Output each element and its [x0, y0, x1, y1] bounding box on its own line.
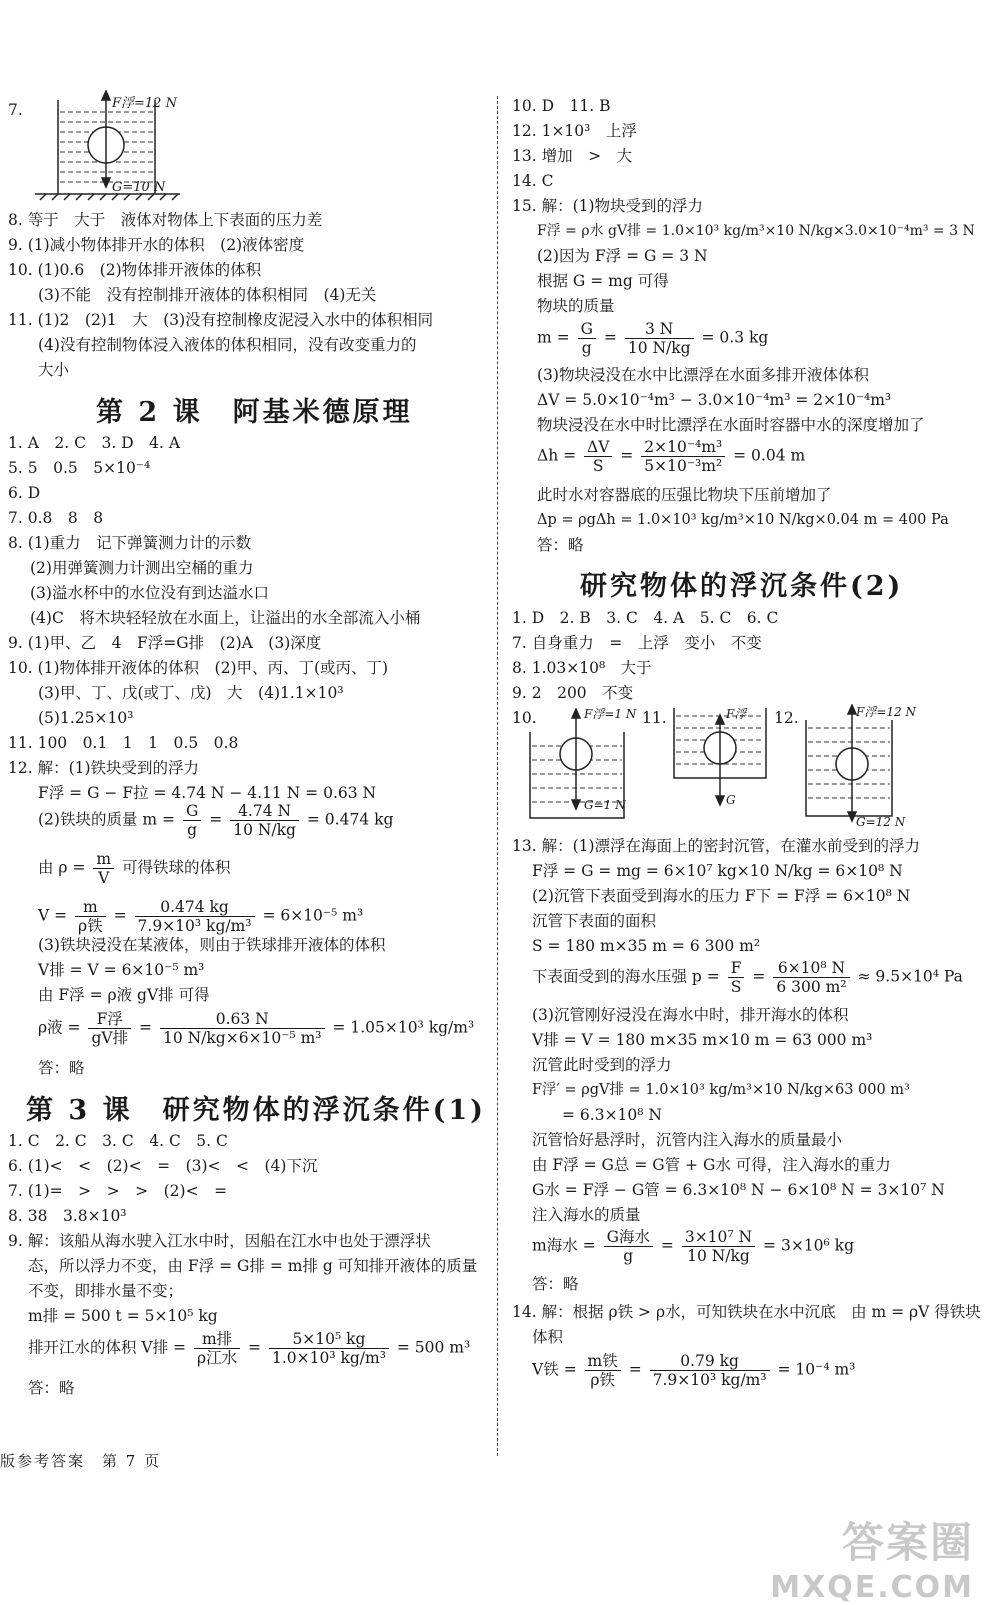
- answer-q11-line3: 大小: [38, 361, 70, 379]
- l3-answer-8: 8. 38 3.8×10³: [8, 1207, 127, 1225]
- l3-answer-7: 7. (1)= > > > (2)< =: [8, 1182, 228, 1200]
- answer-q8: 8. 等于 大于 液体对物体上下表面的压力差: [8, 211, 323, 229]
- r-answer-15-line4: 根据 G = mg 可得: [537, 272, 669, 290]
- fraction: $\frac{m}{V}$: [93, 850, 114, 887]
- s-answer-13-end: 答：略: [532, 1275, 579, 1293]
- watermark: [770, 1510, 974, 1605]
- answer-q10-line1: 10. (1)0.6 (2)物体排开液体的体积: [8, 261, 262, 279]
- s-answer-13-line5: S = 180 m×35 m = 6 300 m²: [532, 937, 761, 955]
- r-answer-15-line2: F浮 = ρ水 gV排 = 1.0×10³ kg/m³×10 N/kg×3.0×10⁻⁴m³ = 3 N: [537, 223, 975, 239]
- fraction: $\frac{G}{g}$: [578, 320, 596, 357]
- fraction: $\frac{G}{g}$: [183, 802, 201, 839]
- r-answer-15-line12: Δp = ρgΔh = 1.0×10³ kg/m³×10 N/kg×0.04 m = 400 Pa: [537, 512, 949, 528]
- r-answer-15-mass: m = $\frac{G}{g}$ = $\frac{3 N}{10 N/kg}$ = 0.3 kg: [537, 320, 769, 357]
- l3-answer-9-line1: 9. 解：该船从海水驶入江水中时，因船在江水中也处于漂浮状: [8, 1232, 431, 1250]
- s-answer-14-line1: 14. 解：根据 ρ铁 > ρ水，可知铁块在水中沉底 由 m = ρV 得铁块: [512, 1303, 981, 1321]
- r-answer-15-line8: ΔV = 5.0×10⁻⁴m³ − 3.0×10⁻⁴m³ = 2×10⁻⁴m³: [537, 391, 892, 409]
- fraction: $\frac{\text{G海水}}{g}$: [604, 1228, 653, 1265]
- s-diagram-10-gravity: G=1 N: [584, 798, 626, 812]
- r-answer-10-11: 10. D 11. B: [512, 97, 611, 115]
- r-answer-12: 12. 1×10³ 上浮: [512, 122, 637, 140]
- l3-answer-9-line2: 态，所以浮力不变，由 F浮 = G排 = m排 g 可知排开液体的质量: [28, 1257, 478, 1275]
- fraction: $\frac{\text{3×10⁷ N}}{10 N/kg}$: [682, 1228, 755, 1265]
- s-answer-13-seawater-mass: m海水 = $\frac{\text{G海水}}{g}$ = $\frac{\text{3×10⁷ N}}{10 N/kg}$ = 3×10⁶ kg: [532, 1228, 854, 1265]
- fraction: $\frac{\text{6×10⁸ N}}{\text{6 300 m²}}$: [773, 959, 849, 996]
- q7-number: 7.: [8, 101, 23, 119]
- s-answer-14-volume: V铁 = $\frac{\text{m铁}}{\text{ρ铁}}$ = $\frac{0.79 kg}{\text{7.9×10³ kg/m³}}$ = 10⁻⁴ m³: [532, 1352, 856, 1389]
- s-answer-13-line4: 沉管下表面的面积: [532, 912, 657, 930]
- fraction: $\frac{m}{\text{ρ铁}}$: [75, 898, 106, 935]
- column-divider: [497, 96, 498, 1456]
- l2-answer-7: 7. 0.8 8 8: [8, 509, 104, 527]
- l2-answer-1-4: 1. A 2. C 3. D 4. A: [8, 434, 181, 452]
- s-diagram-10-number: 10.: [512, 709, 537, 727]
- r-answer-15-line9: 物块浸没在水中时比漂浮在水面时容器中水的深度增加了: [537, 416, 925, 434]
- r-answer-15-line5: 物块的质量: [537, 297, 615, 315]
- l3-answer-9-line4: m排 = 500 t = 5×10⁵ kg: [28, 1307, 218, 1325]
- s-answer-13-line2: F浮 = G = mg = 6×10⁷ kg×10 N/kg = 6×10⁸ N: [532, 862, 903, 880]
- answer-q11-line1: 11. (1)2 (2)1 大 (3)没有控制橡皮泥浸入水中的体积相同: [8, 311, 434, 329]
- l2-answer-12-line6: (3)铁块浸没在某液体，则由于铁球排开液体的体积: [38, 936, 386, 954]
- l2-answer-12-line8: 由 F浮 = ρ液 gV排 可得: [38, 986, 210, 1004]
- l2-answer-6: 6. D: [8, 484, 41, 502]
- fraction: $\frac{\text{m排}}{\text{ρ江水}}$: [194, 1330, 240, 1367]
- s-diagram-11: [670, 704, 770, 814]
- s-answer-1-6: 1. D 2. B 3. C 4. A 5. C 6. C: [512, 609, 779, 627]
- s-answer-7: 7. 自身重力 = 上浮 变小 不变: [512, 634, 762, 652]
- l2-answer-12-volume: V = $\frac{m}{\text{ρ铁}}$ = $\frac{0.474 kg}{\text{7.9×10³ kg/m³}}$ = 6×10⁻⁵ m³: [38, 898, 364, 935]
- s-diagram-12-buoyancy: F浮=12 N: [856, 705, 916, 719]
- r-answer-13: 13. 增加 > 大: [512, 147, 633, 165]
- fraction: $\frac{\text{m铁}}{\text{ρ铁}}$: [585, 1352, 621, 1389]
- l2-answer-12-line7: V排 = V = 6×10⁻⁵ m³: [38, 961, 205, 979]
- fraction: $\frac{0.79 kg}{\text{7.9×10³ kg/m³}}$: [650, 1352, 770, 1389]
- l2-answer-12-line2: F浮 = G − F拉 = 4.74 N − 4.11 N = 0.63 N: [38, 784, 377, 802]
- l2-answer-12-liquid-density: ρ液 = $\frac{\text{F浮}}{\text{gV排}}$ = $\frac{0.63 N}{\text{10 N/kg×6×10⁻⁵ m³}}$ = 1.05×10³ kg/m³: [38, 1010, 475, 1047]
- r-answer-15-end: 答：略: [537, 536, 584, 554]
- r-answer-15-line11: 此时水对容器底的压强比物块下压前增加了: [537, 486, 832, 504]
- l3-answer-9-end: 答：略: [28, 1379, 75, 1397]
- r-answer-15-depth: Δh = $\frac{\Delta V}{S}$ = $\frac{\text{2×10⁻⁴m³}}{\text{5×10⁻³m²}}$ = 0.04 m: [537, 438, 806, 475]
- fraction: $\frac{4.74 N}{10 N/kg}$: [230, 802, 299, 839]
- l3-answer-9-volume: 排开江水的体积 V排 = $\frac{\text{m排}}{\text{ρ江水}}$ = $\frac{\text{5×10⁵ kg}}{\text{1.0×10³ kg/m³}}$ = 500 m³: [28, 1330, 471, 1367]
- s-answer-13-pressure: 下表面受到的海水压强 p = $\frac{F}{S}$ = $\frac{\text{6×10⁸ N}}{\text{6 300 m²}}$ ≈ 9.5×10⁴ Pa: [532, 959, 963, 996]
- s-answer-13-line7: (3)沉管刚好浸没在海水中时，排开海水的体积: [532, 1006, 849, 1024]
- l2-answer-12-density-formula: 由 ρ = $\frac{m}{V}$ 可得铁球的体积: [38, 850, 231, 887]
- l2-answer-11: 11. 100 0.1 1 1 0.5 0.8: [8, 734, 239, 752]
- page-footer: 版参考答案 第 7 页: [0, 1452, 162, 1470]
- fraction: $\frac{F}{S}$: [728, 959, 745, 996]
- l2-answer-10-line2: (3)甲、丁、戊(或丁、戊) 大 (4)1.1×10³: [38, 684, 344, 702]
- watermark-top: 答案圈: [841, 1518, 974, 1567]
- l3-answer-6: 6. (1)< < (2)< = (3)< < (4)下沉: [8, 1157, 318, 1175]
- s-answer-13-line13: 由 F浮 = G总 = G管 + G水 可得，注入海水的重力: [532, 1156, 891, 1174]
- l2-answer-5: 5. 5 0.5 5×10⁻⁴: [8, 459, 151, 477]
- fraction: $\frac{\Delta V}{S}$: [584, 438, 612, 475]
- fraction: $\frac{0.474 kg}{\text{7.9×10³ kg/m³}}$: [135, 898, 255, 935]
- s-answer-13-line9: 沉管此时受到的浮力: [532, 1056, 672, 1074]
- q7-gravity-label: G=10 N: [112, 180, 166, 195]
- s-answer-13-line8: V排 = V = 180 m×35 m×10 m = 63 000 m³: [532, 1031, 873, 1049]
- fraction: $\frac{\text{F浮}}{\text{gV排}}$: [88, 1010, 131, 1047]
- l2-answer-8-line3: (3)溢水杯中的水位没有到达溢水口: [30, 584, 269, 602]
- l2-answer-12-mass: (2)铁块的质量 m = $\frac{G}{g}$ = $\frac{4.74 N}{10 N/kg}$ = 0.474 kg: [38, 802, 394, 839]
- s-diagram-12-gravity: G=12 N: [856, 815, 906, 829]
- s-diagram-10-buoyancy: F浮=1 N: [584, 707, 637, 721]
- l2-answer-10-line1: 10. (1)物体排开液体的体积 (2)甲、丙、丁(或丙、丁): [8, 659, 389, 677]
- s-answer-13-line11: = 6.3×10⁸ N: [562, 1106, 662, 1124]
- answer-q10-line2: (3)不能 没有控制排开液体的体积相同 (4)无关: [38, 286, 377, 304]
- s-answer-13-line1: 13. 解：(1)漂浮在海面上的密封沉管，在灌水前受到的浮力: [512, 837, 921, 855]
- s-answer-13-line12: 沉管恰好悬浮时，沉管内注入海水的质量最小: [532, 1131, 843, 1149]
- l3-answer-9-line3: 不变，即排水量不变；: [28, 1282, 184, 1300]
- r-answer-15-line1: 15. 解：(1)物块受到的浮力: [512, 197, 704, 215]
- fraction: $\frac{3 N}{10 N/kg}$: [625, 320, 694, 357]
- l2-answer-8-line4: (4)C 将木块轻轻放在水面上，让溢出的水全部流入小桶: [30, 609, 421, 627]
- lesson-float-sink-2-title: 研究物体的浮沉条件(2): [580, 571, 904, 602]
- fraction: $\frac{\text{2×10⁻⁴m³}}{\text{5×10⁻³m²}}$: [641, 438, 725, 475]
- s-answer-13-line15: 注入海水的质量: [532, 1206, 641, 1224]
- answer-q9: 9. (1)减小物体排开水的体积 (2)液体密度: [8, 236, 305, 254]
- lesson-3-title: 第 3 课 研究物体的浮沉条件(1): [26, 1095, 486, 1126]
- r-answer-15-line3: (2)因为 F浮 = G = 3 N: [537, 247, 708, 265]
- l2-answer-8-line2: (2)用弹簧测力计测出空桶的重力: [30, 559, 254, 577]
- l2-answer-12-end: 答：略: [38, 1059, 85, 1077]
- l2-answer-10-line3: (5)1.25×10³: [38, 709, 134, 727]
- l3-answer-1-5: 1. C 2. C 3. C 4. C 5. C: [8, 1132, 228, 1150]
- s-answer-13-line10: F浮′ = ρgV排 = 1.0×10³ kg/m³×10 N/kg×63 000 m³: [532, 1082, 910, 1098]
- answer-q11-line2: (4)没有控制物体浸入液体的体积相同，没有改变重力的: [38, 336, 417, 354]
- s-diagram-12-number: 12.: [774, 709, 799, 727]
- l2-answer-8-line1: 8. (1)重力 记下弹簧测力计的示数: [8, 534, 252, 552]
- s-answer-8: 8. 1.03×10⁸ 大于: [512, 659, 652, 677]
- s-diagram-12: [802, 704, 912, 829]
- fraction: $\frac{\text{5×10⁵ kg}}{\text{1.0×10³ kg/m³}}$: [269, 1330, 389, 1367]
- s-diagram-11-buoyancy: F浮: [726, 707, 747, 721]
- l2-answer-12-line1: 12. 解：(1)铁块受到的浮力: [8, 759, 200, 777]
- lesson-2-title: 第 2 课 阿基米德原理: [96, 397, 413, 428]
- s-answer-14-line2: 体积: [532, 1328, 564, 1346]
- s-diagram-11-gravity: G: [726, 793, 736, 807]
- watermark-bottom: MXQE.COM: [770, 1570, 974, 1605]
- s-diagram-11-number: 11.: [642, 709, 667, 727]
- s-answer-9: 9. 2 200 不变: [512, 684, 634, 702]
- l2-answer-9: 9. (1)甲、乙 4 F浮=G排 (2)A (3)深度: [8, 634, 322, 652]
- q7-buoyancy-label: F浮=12 N: [112, 96, 177, 111]
- s-answer-13-line14: G水 = F浮 − G管 = 6.3×10⁸ N − 6×10⁸ N = 3×10⁷ N: [532, 1181, 945, 1199]
- r-answer-15-line7: (3)物块浸没在水中比漂浮在水面多排开液体体积: [537, 366, 869, 384]
- fraction: $\frac{0.63 N}{\text{10 N/kg×6×10⁻⁵ m³}}$: [160, 1010, 325, 1047]
- s-answer-13-line3: (2)沉管下表面受到海水的压力 F下 = F浮 = 6×10⁸ N: [532, 887, 911, 905]
- r-answer-14: 14. C: [512, 172, 554, 190]
